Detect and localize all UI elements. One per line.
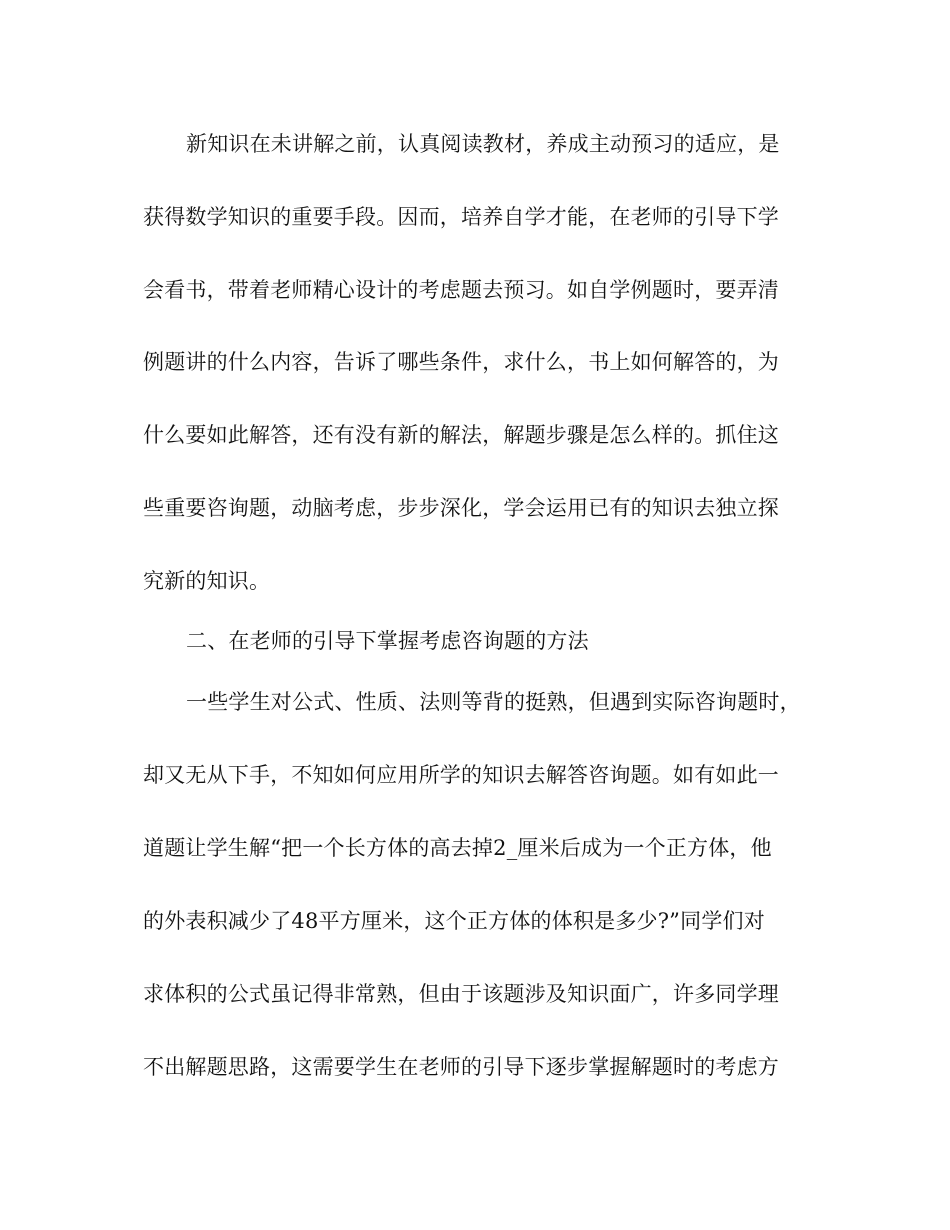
paragraph-2-line-4: 的外表积减少了48平方厘米，这个正方体的体积是多少?”同学们对 [143,909,765,933]
paragraph-2-line-2: 却又无从下手，不知如何应用所学的知识去解答咨询题。如有如此一 [143,763,779,787]
paragraph-2-line-5: 求体积的公式虽记得非常熟，但由于该题涉及知识面广，许多同学理 [143,982,779,1006]
paragraph-2-line-3: 道题让学生解“把一个长方体的高去掉2_厘米后成为一个正方体，他 [143,836,772,860]
paragraph-1-line-7: 究新的知识。 [143,569,271,593]
paragraph-1-line-3: 会看书，带着老师精心设计的考虑题去预习。如自学例题时，要弄清 [143,278,779,302]
paragraph-1-line-2: 获得数学知识的重要手段。因而，培养自学才能，在老师的引导下学 [143,205,779,229]
section-heading: 二、在老师的引导下掌握考虑咨询题的方法 [186,629,589,653]
paragraph-2-line-6: 不出解题思路，这需要学生在老师的引导下逐步掌握解题时的考虑方 [143,1055,779,1079]
paragraph-1-line-1: 新知识在未讲解之前，认真阅读教材，养成主动预习的适应，是 [186,132,780,156]
paragraph-1-line-6: 些重要咨询题，动脑考虑，步步深化，学会运用已有的知识去独立探 [143,496,779,520]
paragraph-1-line-4: 例题讲的什么内容，告诉了哪些条件，求什么，书上如何解答的，为 [143,350,779,374]
paragraph-2-line-1: 一些学生对公式、性质、法则等背的挺熟，但遇到实际咨询题时， [186,690,801,714]
paragraph-1-line-5: 什么要如此解答，还有没有新的解法，解题步骤是怎么样的。抓住这 [143,423,779,447]
